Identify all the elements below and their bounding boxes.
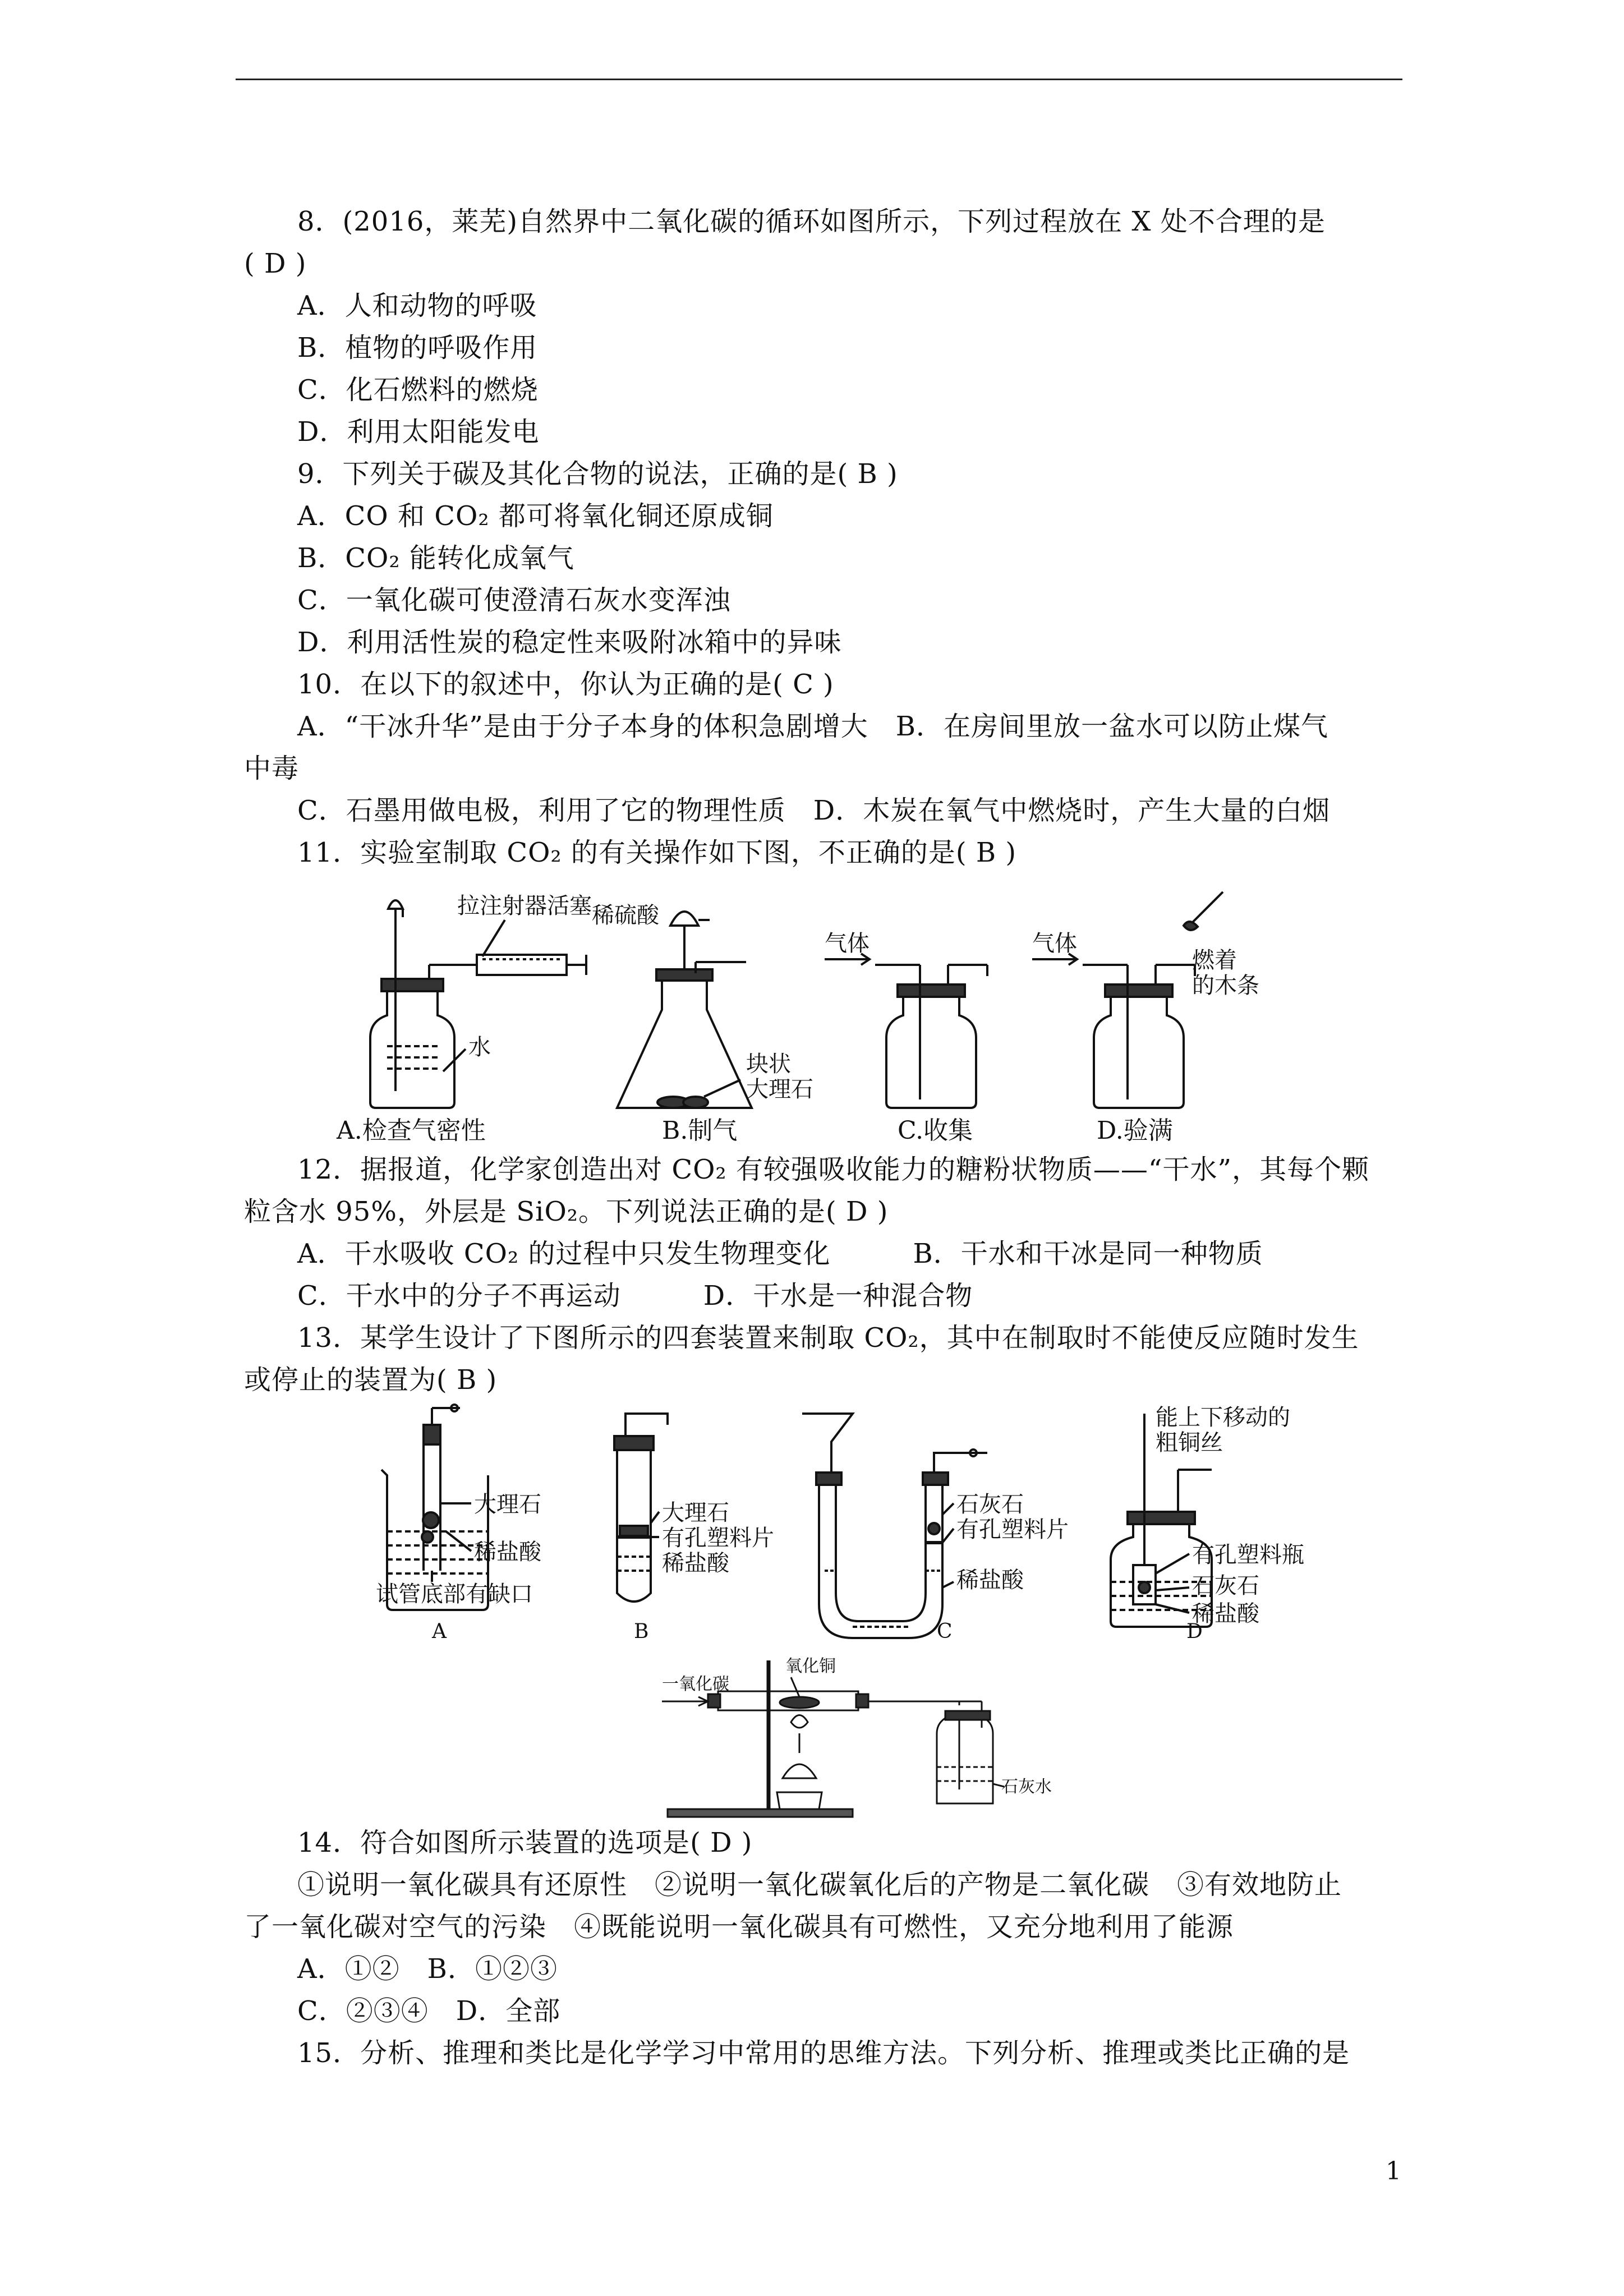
header-rule bbox=[236, 79, 1402, 80]
q11-stem: 11．实验室制取 CO₂ 的有关操作如下图，不正确的是( B ) bbox=[297, 837, 1017, 868]
page-number: 1 bbox=[1386, 2157, 1401, 2185]
q9-stem: 9．下列关于碳及其化合物的说法，正确的是( B ) bbox=[297, 458, 898, 490]
q14-limewater-label: 石灰水 bbox=[1001, 1777, 1052, 1797]
q14-options-cd: C．②③④ D．全部 bbox=[297, 1995, 561, 2027]
q11-b-caption: B.制气 bbox=[662, 1116, 738, 1145]
q13-d-wire-2: 粗铜丝 bbox=[1156, 1430, 1223, 1456]
q13-a-stone: 大理石 bbox=[474, 1492, 541, 1517]
q11-b-stone-2: 大理石 bbox=[746, 1076, 813, 1102]
q9-option-a: A．CO 和 CO₂ 都可将氧化铜还原成铜 bbox=[297, 500, 774, 532]
q10-options-ab-cont: 中毒 bbox=[244, 753, 300, 784]
q8-option-a: A．人和动物的呼吸 bbox=[297, 290, 537, 321]
q13-figure bbox=[370, 1402, 1324, 1644]
q13-b-stone: 大理石 bbox=[662, 1500, 729, 1526]
q13-c-plate: 有孔塑料片 bbox=[956, 1517, 1069, 1543]
q13-stem-line2: 或停止的装置为( B ) bbox=[244, 1364, 498, 1396]
q13-c-acid: 稀盐酸 bbox=[956, 1567, 1024, 1593]
q13-d-bottle: 有孔塑料瓶 bbox=[1192, 1542, 1304, 1568]
q14-figure bbox=[656, 1655, 1052, 1823]
q8-option-d: D．利用太阳能发电 bbox=[297, 416, 540, 448]
q8-answer: ( D ) bbox=[244, 248, 307, 279]
q14-statements-line2: 了一氧化碳对空气的污染 ④既能说明一氧化碳具有可燃性，又充分地利用了能源 bbox=[244, 1911, 1234, 1943]
q10-stem: 10．在以下的叙述中，你认为正确的是( C ) bbox=[297, 669, 834, 700]
q13-d-wire-1: 能上下移动的 bbox=[1156, 1405, 1290, 1430]
q13-d-stone: 石灰石 bbox=[1192, 1573, 1259, 1599]
q11-b-stone-1: 块状 bbox=[746, 1051, 791, 1077]
q8-option-c: C．化石燃料的燃烧 bbox=[297, 374, 539, 406]
q8-stem-line1: 8．(2016，莱芜)自然界中二氧化碳的循环如图所示，下列过程放在 X 处不合理的是 bbox=[297, 206, 1326, 237]
q12-options-ab: A．干水吸收 CO₂ 的过程中只发生物理变化 B．干水和干冰是同一种物质 bbox=[297, 1238, 1263, 1269]
q11-c-gas: 气体 bbox=[825, 931, 869, 956]
q13-d-acid: 稀盐酸 bbox=[1192, 1601, 1259, 1627]
q12-stem-line2: 粒含水 95%，外层是 SiO₂。下列说法正确的是( D ) bbox=[244, 1196, 889, 1227]
q12-options-cd: C．干水中的分子不再运动 D．干水是一种混合物 bbox=[297, 1280, 973, 1312]
q13-a-acid: 稀盐酸 bbox=[474, 1539, 541, 1565]
q11-a-caption: A.检查气密性 bbox=[337, 1116, 486, 1145]
q13-a-note: 试管底部有缺口 bbox=[376, 1581, 533, 1607]
q13-stem-line1: 13．某学生设计了下图所示的四套装置来制取 CO₂，其中在制取时不能使反应随时发生 bbox=[297, 1322, 1359, 1354]
q9-option-d: D．利用活性炭的稳定性来吸附冰箱中的异味 bbox=[297, 627, 842, 658]
q9-option-b: B．CO₂ 能转化成氧气 bbox=[297, 542, 574, 574]
q11-b-acid: 稀硫酸 bbox=[592, 903, 659, 928]
q10-options-cd: C．石墨用做电极，利用了它的物理性质 D．木炭在氧气中燃烧时，产生大量的白烟 bbox=[297, 795, 1331, 826]
q11-d-caption: D.验满 bbox=[1097, 1116, 1173, 1145]
q11-a-label: 拉注射器活塞 bbox=[457, 893, 592, 919]
q11-figure bbox=[337, 886, 1259, 1145]
q11-c-caption: C.收集 bbox=[898, 1116, 973, 1145]
q15-stem: 15．分析、推理和类比是化学学习中常用的思维方法。下列分析、推理或类比正确的是 bbox=[297, 2037, 1350, 2069]
q14-cuo-label: 氧化铜 bbox=[785, 1657, 836, 1676]
q13-c-caption: C bbox=[937, 1620, 953, 1643]
q11-a-water: 水 bbox=[468, 1034, 491, 1060]
q14-statements-line1: ①说明一氧化碳具有还原性 ②说明一氧化碳氧化后的产物是二氧化碳 ③有效地防止 bbox=[297, 1869, 1342, 1901]
q13-d-caption: D bbox=[1186, 1620, 1203, 1643]
q13-a-caption: A bbox=[432, 1620, 447, 1643]
q14-co-label: 一氧化碳 bbox=[662, 1674, 729, 1694]
q11-d-stick-2: 的木条 bbox=[1192, 973, 1259, 999]
q14-stem: 14．符合如图所示装置的选项是( D ) bbox=[297, 1827, 753, 1858]
q11-d-gas: 气体 bbox=[1032, 931, 1077, 956]
q13-b-caption: B bbox=[634, 1620, 649, 1643]
q11-d-stick-1: 燃着 bbox=[1192, 947, 1237, 973]
q13-b-plate: 有孔塑料片 bbox=[662, 1525, 774, 1551]
q13-c-stone: 石灰石 bbox=[956, 1492, 1024, 1517]
q8-option-b: B．植物的呼吸作用 bbox=[297, 332, 538, 364]
q9-option-c: C．一氧化碳可使澄清石灰水变浑浊 bbox=[297, 585, 731, 616]
q12-stem-line1: 12．据报道，化学家创造出对 CO₂ 有较强吸收能力的糖粉状物质——“干水”，其每个颗 bbox=[297, 1154, 1369, 1185]
q13-b-acid: 稀盐酸 bbox=[662, 1550, 729, 1576]
q14-options-ab: A．①② B．①②③ bbox=[297, 1953, 558, 1985]
q10-options-ab: A．“干冰升华”是由于分子本身的体积急剧增大 B．在房间里放一盆水可以防止煤气 bbox=[297, 711, 1329, 742]
